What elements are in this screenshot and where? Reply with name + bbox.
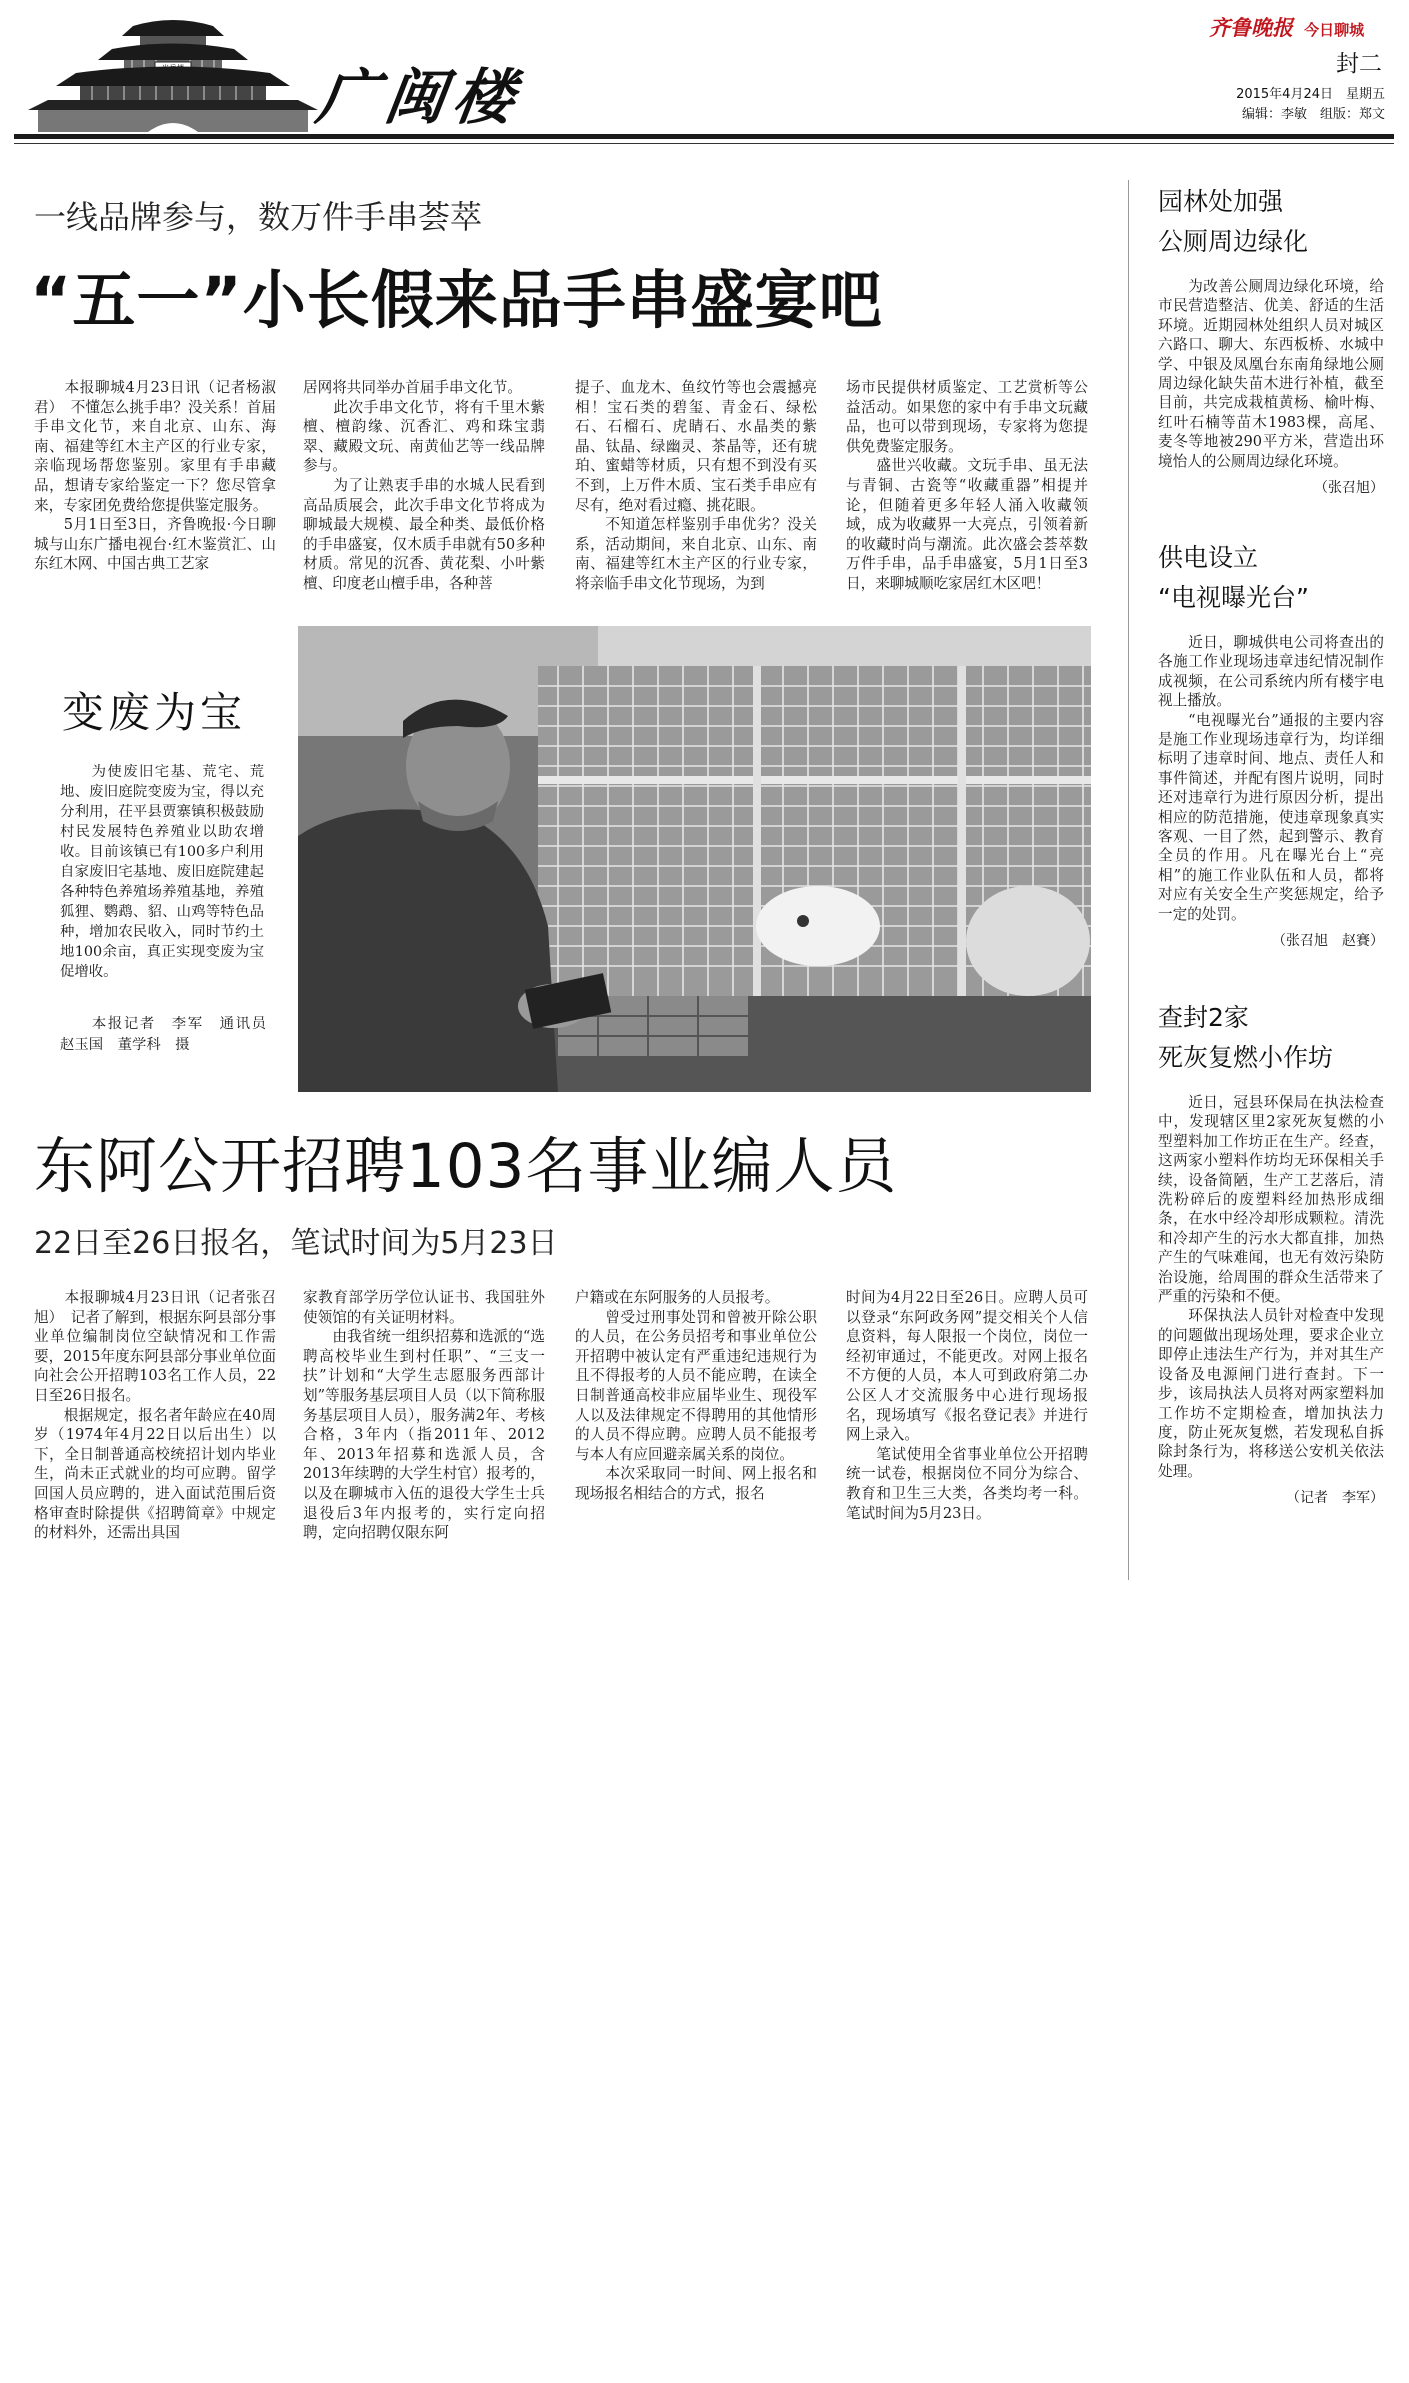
sidebar-item-workshop: [1158, 998, 1384, 1507]
second-col-2: 家教育部学历学位认证书、我国驻外使领馆的有关证明材料。 由我省统一组织招募和选派的“选聘高校毕业生到村任职”、“三支一扶”计划和“大学生志愿服务西部计划”等服务基层项目人员（以下简称服务基层项目人员），服务满2年、考核合格，3年内（指2011年、2012年、2013年招募和选派人员，含2013年续聘的大学生村官）报考的，以及在聊城市入伍的退役大学生士兵退役后3年内报考的，实行定向招聘，定向招聘仅限东阿: [303, 1289, 545, 1542]
lead-headline: “五一”小长假来品手串盛宴吧: [30, 264, 883, 337]
sidebar-title-line: 供电设立: [1158, 543, 1259, 572]
sidebar-divider: [1128, 180, 1129, 1580]
sidebar-item-garden: [1158, 182, 1384, 497]
sidebar-author: （记者 李军）: [1286, 1490, 1384, 1507]
lead-kicker: 一线品牌参与，数万件手串荟萃: [34, 198, 483, 236]
lead-col-4: 场市民提供材质鉴定、工艺赏析等公益活动。如果您的家中有手串文玩藏品，也可以带到现场，专家将为您提供免费鉴定服务。 盛世兴收藏。文玩手串、虽无法与青铜、古瓷等“收藏重器”相提并论，但随着更多年轻人涌入收藏领域，成为收藏界一大亮点，引领着新的收藏时尚与潮流。此次盛会荟萃数万件手串，品手串盛宴，5月1日至3日，来聊城顺吃家居红木区吧！: [846, 379, 1088, 592]
sidebar-text: 为改善公厕周边绿化环境，给市民营造整洁、优美、舒适的生活环境。近期园林处组织人员对城区六路口、聊大、东西板桥、水城中学、中银及凤凰台东南角绿地公厕周边绿化缺失苗木进行补植，截至目前，共完成栽植黄杨、榆叶梅、红叶石楠等苗木1983棵，高尾、麦冬等地被290平方米，营造出环境怡人的公厕周边绿化环境。: [1158, 278, 1384, 470]
feature-text: 为使废旧宅基、荒宅、荒地、废旧庭院变废为宝，得以充分利用，茌平县贾寨镇积极鼓励村民发展特色养殖业以助农增收。目前该镇已有100多户利用自家废旧宅基地、废旧庭院建起各种特色养殖场养殖基地，养殖狐狸、鹦鹉、貂、山鸡等特色品种，增加农民收入，同时节约土地100余亩，真正实现变废为宝促增收。: [60, 764, 264, 980]
tower-illustration: [28, 10, 318, 138]
lead-col-1: 本报聊城4月23日讯（记者杨淑君） 不懂怎么挑手串？没关系！首届手串文化节，来自北京、山东、海南、福建等红木主产区的行业专家，亲临现场帮您鉴别。家里有手串藏品，想请专家给鉴定一下？您尽管拿来，专家团免费给您提供鉴定服务。 5月1日至3日，齐鲁晚报·今日聊城与山东广播电视台·红木鉴赏汇、山东红木网、中国古典工艺家: [34, 379, 276, 573]
edition-name: 今日聊城: [1304, 21, 1365, 39]
sidebar-title-line: 查封2家: [1158, 1003, 1249, 1032]
sidebar-author: （张召旭 赵賽）: [1272, 933, 1384, 950]
lead-col-3: 提子、血龙木、鱼纹竹等也会震撼亮相！宝石类的碧玺、青金石、绿松石、石榴石、虎睛石、水晶类的紫晶、钛晶、绿幽灵、茶晶等，还有琥珀、蜜蜡等材质，只有想不到没有买不到，上万件木质、宝石类手串应有尽有，绝对看过瘾、挑花眼。 不知道怎样鉴别手串优劣？没关系，活动期间，来自北京、山东、南南、福建等红木主产区的行业专家，将亲临手串文化节现场，为到: [575, 379, 817, 592]
date-line: 2015年4月24日 星期五: [1236, 87, 1385, 102]
page-label: 封二: [1336, 51, 1382, 77]
news-photo: [298, 626, 1091, 1092]
sidebar-text: 近日，聊城供电公司将查出的各施工作业现场违章违纪情况制作成视频，在公司系统内所有楼宇电视上播放。 “电视曝光台”通报的主要内容是施工作业现场违章行为，均详细标明了违章时间、地点、责任人和事件简述，并配有图片说明，同时还对违章行为进行原因分析，提出相应的防范措施，使违章现象真实客观、一目了然，起到警示、教育全员的作用。凡在曝光台上“亮相”的施工作业队伍和人员，都将对应有关安全生产奖惩规定，给予一定的处罚。: [1158, 634, 1384, 923]
feature-title: 变废为宝: [62, 688, 247, 737]
paper-brand: [1209, 12, 1384, 38]
sidebar-author: （张召旭）: [1314, 480, 1384, 497]
sidebar-title-line: “电视曝光台”: [1158, 583, 1309, 612]
fox-figure: [756, 886, 880, 966]
sidebar-item-power: [1158, 538, 1384, 950]
sidebar-title-line: 园林处加强: [1158, 187, 1284, 216]
paper-name: 齐鲁晚报: [1209, 15, 1293, 40]
second-col-1: 本报聊城4月23日讯（记者张召旭） 记者了解到，根据东阿县部分事业单位编制岗位空缺情况和工作需要，2015年度东阿县部分事业单位面向社会公开招聘103名工作人员，22日至26日报名。 根据规定，报名者年龄应在40周岁（1974年4月22日以后出生）以下，全日制普通高校统招计划内毕业生，尚未正式就业的均可应聘。留学回国人员应聘的，进入面试范围后资格审查时除提供《招聘简章》中规定的材料外，还需出具国: [34, 1289, 276, 1542]
second-col-3: 户籍或在东阿服务的人员报考。 曾受过刑事处罚和曾被开除公职的人员，在公务员招考和事业单位公开招聘中被认定有严重违纪违规行为且不得报考的人员不能应聘，在读全日制普通高校非应届毕业生、现役军人以及法律规定不得聘用的其他情形的人员不得应聘。应聘人员不能报考与本人有应回避亲属关系的岗位。 本次采取同一时间、网上报名和现场报名相结合的方式，报名: [575, 1289, 817, 1502]
lead-col-2: 居网将共同举办首届手串文化节。 此次手串文化节，将有千里木紫檀、檀韵缘、沉香汇、鸡和珠宝翡翠、藏殿文玩、南黄仙艺等一线品牌参与。 为了让熟衷手串的水城人民看到高品质展会，此次手串文化节将成为聊城最大规模、最全种类、最低价格的手串盛宴，仅木质手串就有50多种材质。常见的沉香、黄花梨、小叶紫檀、印度老山檀手串，各种菩: [303, 379, 545, 592]
editor-line: 编辑：李敏 组版：郑文: [1241, 107, 1385, 122]
masthead-rule-thick: [14, 134, 1394, 139]
sidebar-title-line: 公厕周边绿化: [1158, 227, 1309, 256]
feature-credit: 本报记者 李军 通讯员 赵玉国 董学科 摄: [60, 1016, 281, 1053]
second-col-4: 时间为4月22日至26日。应聘人员可以登录“东阿政务网”提交相关个人信息资料，每人限报一个岗位，岗位一经初审通过，不能更改。对网上报名不方便的人员，本人可到政府第二办公区人才交流服务中心进行现场报名，现场填写《报名登记表》并进行网上录入。 笔试使用全省事业单位公开招聘统一试卷，根据岗位不同分为综合、教育和卫生三大类，各类均考一科。笔试时间为5月23日。: [846, 1289, 1088, 1522]
second-headline: 东阿公开招聘103名事业编人员: [34, 1131, 898, 1202]
sidebar-title-line: 死灰复燃小作坊: [1158, 1043, 1334, 1072]
masthead: [0, 0, 1409, 150]
second-subhead: 22日至26日报名，笔试时间为5月23日: [34, 1226, 558, 1261]
section-title: 广闽楼: [312, 63, 527, 133]
sidebar-text: 近日，冠县环保局在执法检查中，发现辖区里2家死灰复燃的小型塑料加工作坊正在生产。经查，这两家小塑料作坊均无环保相关手续，设备简陋，生产工艺落后，清洗粉碎后的废塑料经加热形成细条，在水中经冷却形成颗粒。清洗和冷却产生的污水大都直排，加热产生的气味难闻，也无有效污染防治设施，给周围的群众生活带来了严重的污染和不便。 环保执法人员针对检查中发现的问题做出现场处理，要求企业立即停止违法生产行为，并对其生产设备及电源闸门进行查封。下一步，该局执法人员将对两家塑料加工作坊不定期检查，增加执法力度，防止死灰复燃，若发现私自拆除封条行为，将移送公安机关依法处理。: [1158, 1094, 1384, 1480]
masthead-rule-thin: [14, 143, 1394, 144]
